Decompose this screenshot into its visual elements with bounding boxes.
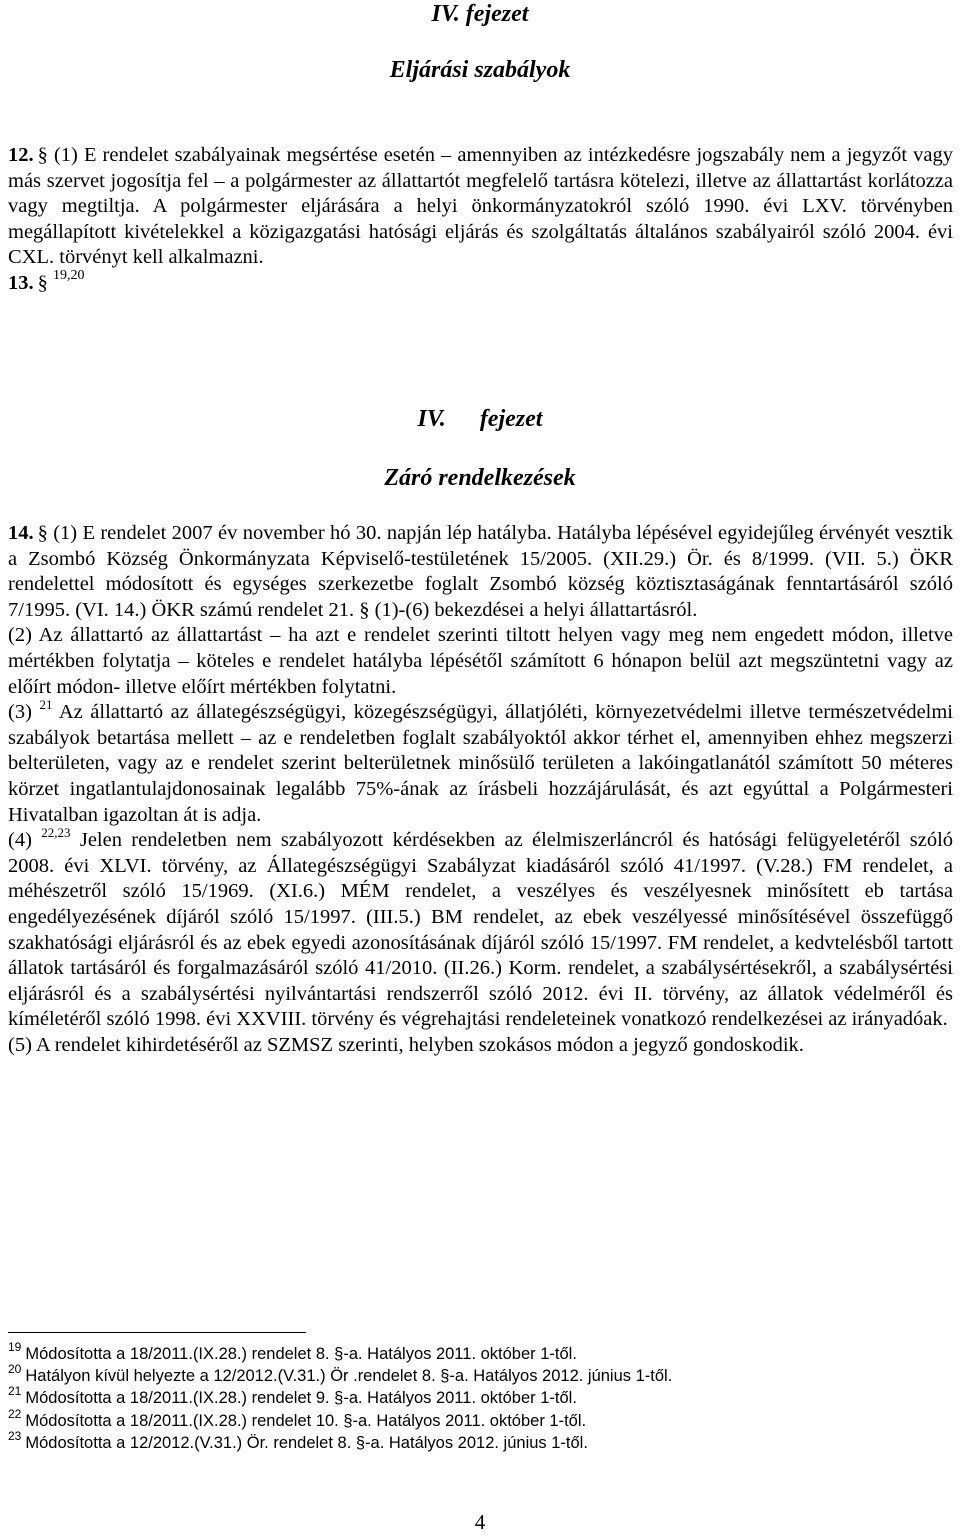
footnote-number: 19 [8, 1340, 22, 1354]
footnote-separator [8, 1332, 306, 1333]
section-14-paragraph-2: (2) Az állattartó az állattartást – ha azt e rendelet szerinti tiltott helyen vagy meg nem engedett módon, illetve mértékben folytatja – köteles e rendelet hatályba lépésétől számított 6 hónapon belül azt megszüntetni vagy az előírt módon- illetve előírt mértékben folytatni. [8, 624, 953, 698]
footnote-number: 21 [8, 1384, 22, 1399]
footnote-item [8, 1384, 953, 1409]
chapter-heading-iv-closing-numeral: IV. [417, 406, 446, 432]
section-14-p3-number: (3) [8, 701, 32, 724]
section-12-block [8, 143, 953, 297]
footnote-number: 23 [8, 1428, 22, 1443]
footnote-item [8, 1428, 953, 1454]
section-14-paragraph-3 [8, 697, 954, 828]
footnote-text: Módosította a 18/2011.(IX.28.) rendelet 8. §-a. Hatályos 2011. október 1-től. [25, 1345, 577, 1363]
footnote-text: Módosította a 12/2012.(V.31.) Ör. rendelet 8. §-a. Hatályos 2012. június 1-től. [25, 1433, 588, 1452]
chapter-title-final-provisions: Záró rendelkezések [384, 465, 576, 491]
footnote-text: Módosította a 18/2011.(IX.28.) rendelet 9. §-a. Hatályos 2011. október 1-től. [25, 1389, 577, 1408]
footnote-text: Módosította a 18/2011.(IX.28.) rendelet 10. §-a. Hatályos 2011. október 1-től. [25, 1411, 587, 1430]
chapter-title-procedural-rules: Eljárási szabályok [389, 57, 571, 83]
section-14-marker: § [37, 522, 48, 544]
section-14-paragraph-1 [8, 521, 953, 623]
section-14-p3-text: Az állattartó az állategészségügyi, közegészségügyi, állatjóléti, környezetvédelmi illetve természetvédelmi szabályok betartása mellett – az e rendeletben foglalt szabályoktól akkor térhet el, amennyiben ehhez megszerzi belterületen, vagy az e rendelet szerint belterületnek minősülő területen a lakóingatlanától számított 50 méteres körzet ingatlantulajdonosainak legalább 75%-ának az írásbeli hozzájárulását, és azt egyúttal a Polgármesteri Hivatalban igazoltan át is adja. [8, 701, 954, 826]
chapter-heading-iv: IV. fejezet [431, 1, 529, 27]
section-14-paragraph-5: (5) A rendelet kihirdetéséről az SZMSZ szerinti, helyben szokásos módon a jegyző gondoskodik. [8, 1033, 804, 1056]
section-14-p4-text: Jelen rendeletben nem szabályozott kérdésekben az élelmiszerláncról és hatósági felügyeletéről szóló 2008. évi XLVI. törvény, az Állategészségügyi Szabályzat kiadásáról szóló 41/1997. (V.28.) FM rendelet, a méhészetről szóló 15/1969. (XI.6.) MÉM rendelet, a veszélyes és veszélyesnek minősített eb tartása engedélyezésének díjáról szóló 15/1997. (III.5.) BM rendelet, az ebek veszélyessé minősítésével összefüggő szakhatósági eljárásról és az ebek egyedi azonosításának díjáról szóló 15/1997. FM rendelet, a kedvtelésből tartott állatok tartásáról és forgalmazásáról szóló 41/2010. (II.26.) Korm. rendelet, a szabálysértésekről, a szabálysértési eljárásról és a szabálysértési nyilvántartási rendszerről szóló 2012. évi II. törvény, az állatok védelméről és kíméletéről szóló 1998. évi XXVIII. törvény és végrehajtási rendeleteinek vonatkozó rendelkezései az irányadóak. [8, 829, 954, 1031]
section-14-label: 14. [8, 522, 34, 544]
section-12-marker: § [37, 144, 48, 166]
footnote-text: Hatályon kívül helyezte a 12/2012.(V.31.) Ör .rendelet 8. §-a. Hatályos 2012. június 1-től. [25, 1367, 673, 1386]
section-14-p4-number: (4) [8, 829, 32, 852]
section-13-label: 13. [8, 271, 34, 294]
section-13-footnote-refs: 19,20 [53, 267, 85, 283]
page-number: 4 [474, 1510, 486, 1534]
section-13-marker: § [37, 271, 48, 294]
section-12-label: 12. [8, 144, 34, 166]
section-12-paragraph [8, 143, 953, 271]
chapter-heading-iv-closing [0, 405, 960, 433]
section-14-p3-footnote-ref: 21 [39, 697, 53, 713]
section-14-p1-text: (1) E rendelet 2007 év november hó 30. napján lép hatályba. Hatályba lépésével egyidejűleg érvényét vesztik a Zsombó Község Önkormányzata Képviselő-testületének 15/2005. (XII.29.) Ör. és 8/1999. (VII. 5.) ÖKR rendelettel módosított és egységes szerkezetbe foglalt Zsombó község köztisztaságának fenntartásáról szóló 7/1995. (VI. 14.) ÖKR számú rendelet 21. § (1)-(6) bekezdései a helyi állattartásról. [8, 522, 953, 621]
footnote-item [8, 1362, 953, 1387]
section-14-p4-footnote-ref: 22,23 [41, 825, 71, 841]
footnote-item [8, 1340, 953, 1365]
section-12-text: (1) E rendelet szabályainak megsértése esetén – amennyiben az intézkedésre jogszabály nem a jegyzőt vagy más szervet jogosítja fel – a polgármester az állattartót megfelelő tartásra kötelezi, illetve az állattartást korlátozza vagy megtiltja. A polgármester eljárására a helyi önkormányzatokról szóló 1990. évi LXV. törvényben megállapított kivételekkel a közigazgatási hatósági eljárás és szolgáltatás általános szabályairól szóló 2004. évi CXL. törvényt kell alkalmazni. [8, 144, 954, 269]
section-13-paragraph [8, 267, 953, 297]
section-14-paragraph-4 [8, 825, 954, 1033]
footnote-number: 22 [8, 1406, 22, 1421]
section-14-block [8, 521, 953, 1058]
chapter-heading-iv-closing-word: fejezet [479, 406, 543, 432]
footnote-number: 20 [8, 1362, 22, 1377]
footnote-list [8, 1340, 953, 1454]
footnote-item [8, 1406, 953, 1432]
